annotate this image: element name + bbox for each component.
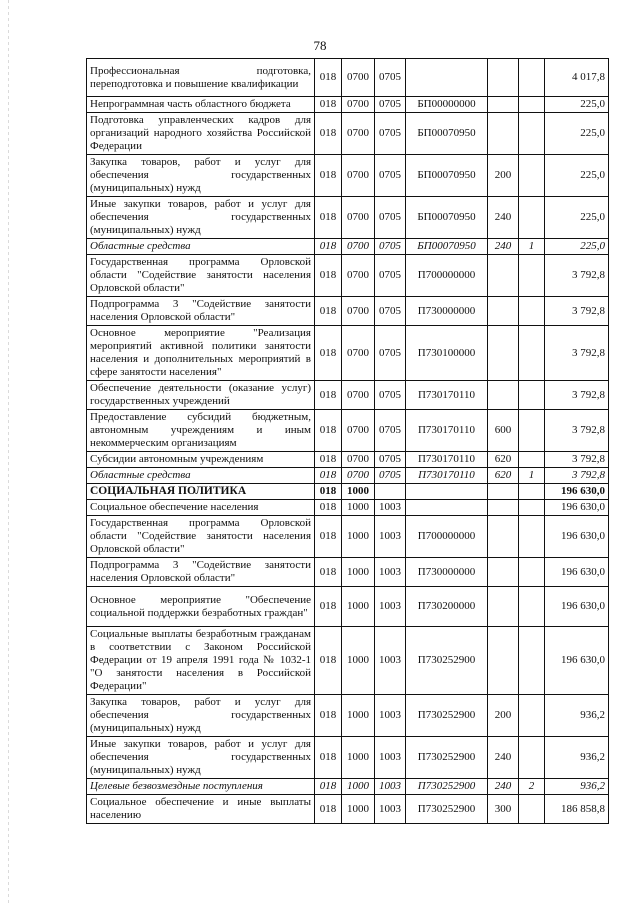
table-row: [87, 197, 609, 239]
section-code-cell: 1000: [342, 516, 375, 558]
subsection-code-cell: 0705: [375, 155, 406, 197]
section-code-cell: 1000: [342, 779, 375, 795]
department-code-cell: 018: [315, 695, 342, 737]
table-row: [87, 97, 609, 113]
budget-table-body: [87, 59, 609, 824]
target-article-code-cell: П730200000: [406, 587, 488, 627]
target-article-code-cell: БП00070950: [406, 239, 488, 255]
department-code-cell: 018: [315, 59, 342, 97]
department-code-cell: 018: [315, 468, 342, 484]
amount-cell: 225,0: [545, 113, 609, 155]
funding-source-code-cell: [519, 97, 545, 113]
row-name-cell: Подпрограмма 3 "Содействие занятости населения Орловской области": [87, 558, 315, 587]
row-name-cell: Государственная программа Орловской области "Содействие занятости населения Орловской области": [87, 516, 315, 558]
budget-table: [86, 58, 609, 824]
section-code-cell: 0700: [342, 410, 375, 452]
section-code-cell: 1000: [342, 500, 375, 516]
section-code-cell: 0700: [342, 239, 375, 255]
target-article-code-cell: П730252900: [406, 737, 488, 779]
expense-type-code-cell: [488, 587, 519, 627]
scan-edge-line: [8, 0, 9, 905]
section-code-cell: 0700: [342, 255, 375, 297]
target-article-code-cell: П700000000: [406, 516, 488, 558]
subsection-code-cell: 1003: [375, 737, 406, 779]
funding-source-code-cell: [519, 326, 545, 381]
subsection-code-cell: 1003: [375, 516, 406, 558]
amount-cell: 225,0: [545, 197, 609, 239]
subsection-code-cell: 0705: [375, 255, 406, 297]
subsection-code-cell: 1003: [375, 695, 406, 737]
subsection-code-cell: 0705: [375, 468, 406, 484]
amount-cell: 225,0: [545, 239, 609, 255]
table-row: [87, 779, 609, 795]
subsection-code-cell: 1003: [375, 779, 406, 795]
amount-cell: 186 858,8: [545, 795, 609, 824]
department-code-cell: 018: [315, 484, 342, 500]
table-row: [87, 155, 609, 197]
section-code-cell: 1000: [342, 795, 375, 824]
subsection-code-cell: 1003: [375, 500, 406, 516]
row-name-cell: Подпрограмма 3 "Содействие занятости населения Орловской области": [87, 297, 315, 326]
expense-type-code-cell: [488, 113, 519, 155]
department-code-cell: 018: [315, 737, 342, 779]
funding-source-code-cell: [519, 587, 545, 627]
target-article-code-cell: П730170110: [406, 381, 488, 410]
funding-source-code-cell: [519, 155, 545, 197]
expense-type-code-cell: [488, 500, 519, 516]
row-name-cell: Государственная программа Орловской области "Содействие занятости населения Орловской области": [87, 255, 315, 297]
subsection-code-cell: 0705: [375, 97, 406, 113]
subsection-code-cell: [375, 484, 406, 500]
funding-source-code-cell: [519, 410, 545, 452]
section-code-cell: 0700: [342, 468, 375, 484]
expense-type-code-cell: 200: [488, 155, 519, 197]
target-article-code-cell: БП00070950: [406, 197, 488, 239]
section-code-cell: 0700: [342, 326, 375, 381]
department-code-cell: 018: [315, 155, 342, 197]
page-number: 78: [313, 38, 327, 53]
amount-cell: 3 792,8: [545, 381, 609, 410]
target-article-code-cell: [406, 484, 488, 500]
target-article-code-cell: П730170110: [406, 410, 488, 452]
table-row: [87, 500, 609, 516]
expense-type-code-cell: 240: [488, 239, 519, 255]
row-name-cell: Обеспечение деятельности (оказание услуг) государственных учреждений: [87, 381, 315, 410]
amount-cell: 196 630,0: [545, 558, 609, 587]
subsection-code-cell: 0705: [375, 197, 406, 239]
department-code-cell: 018: [315, 410, 342, 452]
section-code-cell: 0700: [342, 381, 375, 410]
funding-source-code-cell: [519, 695, 545, 737]
table-row: [87, 239, 609, 255]
section-code-cell: 0700: [342, 197, 375, 239]
funding-source-code-cell: [519, 795, 545, 824]
row-name-cell: Областные средства: [87, 239, 315, 255]
target-article-code-cell: БП00070950: [406, 155, 488, 197]
department-code-cell: 018: [315, 779, 342, 795]
row-name-cell: Закупка товаров, работ и услуг для обеспечения государственных (муниципальных) нужд: [87, 695, 315, 737]
funding-source-code-cell: [519, 297, 545, 326]
funding-source-code-cell: [519, 59, 545, 97]
table-row: [87, 627, 609, 695]
expense-type-code-cell: 620: [488, 468, 519, 484]
funding-source-code-cell: [519, 516, 545, 558]
table-row: [87, 737, 609, 779]
funding-source-code-cell: 2: [519, 779, 545, 795]
amount-cell: 196 630,0: [545, 500, 609, 516]
expense-type-code-cell: 240: [488, 197, 519, 239]
expense-type-code-cell: [488, 627, 519, 695]
section-code-cell: 0700: [342, 59, 375, 97]
table-row: [87, 410, 609, 452]
target-article-code-cell: П730000000: [406, 558, 488, 587]
subsection-code-cell: 0705: [375, 59, 406, 97]
target-article-code-cell: [406, 500, 488, 516]
table-row: [87, 452, 609, 468]
expense-type-code-cell: [488, 255, 519, 297]
section-code-cell: 0700: [342, 97, 375, 113]
section-code-cell: 0700: [342, 452, 375, 468]
row-name-cell: Основное мероприятие "Реализация мероприятий активной политики занятости населения и дополнительных мероприятий в сфере занятости населения": [87, 326, 315, 381]
target-article-code-cell: П700000000: [406, 255, 488, 297]
amount-cell: 196 630,0: [545, 516, 609, 558]
section-code-cell: 1000: [342, 627, 375, 695]
target-article-code-cell: П730170110: [406, 452, 488, 468]
subsection-code-cell: 0705: [375, 326, 406, 381]
funding-source-code-cell: 1: [519, 468, 545, 484]
amount-cell: 3 792,8: [545, 410, 609, 452]
table-row: [87, 516, 609, 558]
department-code-cell: 018: [315, 255, 342, 297]
expense-type-code-cell: 200: [488, 695, 519, 737]
funding-source-code-cell: [519, 627, 545, 695]
row-name-cell: Субсидии автономным учреждениям: [87, 452, 315, 468]
amount-cell: 936,2: [545, 779, 609, 795]
row-name-cell: Целевые безвозмездные поступления: [87, 779, 315, 795]
table-row: [87, 558, 609, 587]
subsection-code-cell: 0705: [375, 452, 406, 468]
row-name-cell: Подготовка управленческих кадров для организаций народного хозяйства Российской Федерации: [87, 113, 315, 155]
subsection-code-cell: 0705: [375, 113, 406, 155]
expense-type-code-cell: [488, 297, 519, 326]
table-row: [87, 326, 609, 381]
amount-cell: 3 792,8: [545, 255, 609, 297]
department-code-cell: 018: [315, 239, 342, 255]
funding-source-code-cell: [519, 197, 545, 239]
row-name-cell: Социальные выплаты безработным гражданам в соответствии с Законом Российской Федерации от 19 апреля 1991 года № 1032-1 "О занятости населения в Российской Федерации": [87, 627, 315, 695]
expense-type-code-cell: [488, 381, 519, 410]
row-name-cell: Закупка товаров, работ и услуг для обеспечения государственных (муниципальных) нужд: [87, 155, 315, 197]
target-article-code-cell: П730252900: [406, 779, 488, 795]
target-article-code-cell: П730100000: [406, 326, 488, 381]
expense-type-code-cell: [488, 484, 519, 500]
row-name-cell: Социальное обеспечение населения: [87, 500, 315, 516]
target-article-code-cell: П730252900: [406, 627, 488, 695]
expense-type-code-cell: 240: [488, 737, 519, 779]
funding-source-code-cell: [519, 737, 545, 779]
row-name-cell: СОЦИАЛЬНАЯ ПОЛИТИКА: [87, 484, 315, 500]
department-code-cell: 018: [315, 500, 342, 516]
table-row: [87, 59, 609, 97]
funding-source-code-cell: [519, 113, 545, 155]
amount-cell: 196 630,0: [545, 484, 609, 500]
expense-type-code-cell: 620: [488, 452, 519, 468]
table-row: [87, 297, 609, 326]
funding-source-code-cell: [519, 255, 545, 297]
target-article-code-cell: БП00000000: [406, 97, 488, 113]
expense-type-code-cell: [488, 97, 519, 113]
amount-cell: 4 017,8: [545, 59, 609, 97]
subsection-code-cell: 0705: [375, 297, 406, 326]
section-code-cell: 1000: [342, 558, 375, 587]
row-name-cell: Иные закупки товаров, работ и услуг для обеспечения государственных (муниципальных) нужд: [87, 197, 315, 239]
amount-cell: 3 792,8: [545, 326, 609, 381]
expense-type-code-cell: [488, 516, 519, 558]
subsection-code-cell: 1003: [375, 627, 406, 695]
table-row: [87, 695, 609, 737]
table-row: [87, 587, 609, 627]
row-name-cell: Социальное обеспечение и иные выплаты населению: [87, 795, 315, 824]
amount-cell: 225,0: [545, 97, 609, 113]
subsection-code-cell: 0705: [375, 239, 406, 255]
department-code-cell: 018: [315, 97, 342, 113]
funding-source-code-cell: [519, 558, 545, 587]
section-code-cell: 0700: [342, 155, 375, 197]
expense-type-code-cell: [488, 558, 519, 587]
department-code-cell: 018: [315, 197, 342, 239]
department-code-cell: 018: [315, 516, 342, 558]
department-code-cell: 018: [315, 297, 342, 326]
table-row: [87, 381, 609, 410]
subsection-code-cell: 1003: [375, 587, 406, 627]
target-article-code-cell: [406, 59, 488, 97]
department-code-cell: 018: [315, 113, 342, 155]
amount-cell: 196 630,0: [545, 627, 609, 695]
funding-source-code-cell: [519, 452, 545, 468]
funding-source-code-cell: [519, 500, 545, 516]
department-code-cell: 018: [315, 587, 342, 627]
expense-type-code-cell: 240: [488, 779, 519, 795]
row-name-cell: Непрограммная часть областного бюджета: [87, 97, 315, 113]
amount-cell: 225,0: [545, 155, 609, 197]
amount-cell: 936,2: [545, 737, 609, 779]
department-code-cell: 018: [315, 381, 342, 410]
target-article-code-cell: БП00070950: [406, 113, 488, 155]
amount-cell: 3 792,8: [545, 452, 609, 468]
section-code-cell: 1000: [342, 695, 375, 737]
section-code-cell: 1000: [342, 737, 375, 779]
table-row: [87, 795, 609, 824]
target-article-code-cell: П730252900: [406, 695, 488, 737]
target-article-code-cell: П730252900: [406, 795, 488, 824]
row-name-cell: Областные средства: [87, 468, 315, 484]
expense-type-code-cell: 300: [488, 795, 519, 824]
table-row: [87, 468, 609, 484]
expense-type-code-cell: 600: [488, 410, 519, 452]
section-code-cell: 1000: [342, 484, 375, 500]
department-code-cell: 018: [315, 627, 342, 695]
amount-cell: 3 792,8: [545, 468, 609, 484]
target-article-code-cell: П730170110: [406, 468, 488, 484]
subsection-code-cell: 1003: [375, 558, 406, 587]
department-code-cell: 018: [315, 558, 342, 587]
table-row: [87, 113, 609, 155]
row-name-cell: Предоставление субсидий бюджетным, автономным учреждениям и иным некоммерческим организациям: [87, 410, 315, 452]
subsection-code-cell: 1003: [375, 795, 406, 824]
funding-source-code-cell: [519, 484, 545, 500]
subsection-code-cell: 0705: [375, 410, 406, 452]
target-article-code-cell: П730000000: [406, 297, 488, 326]
funding-source-code-cell: 1: [519, 239, 545, 255]
department-code-cell: 018: [315, 326, 342, 381]
row-name-cell: Профессиональная подготовка, переподготовка и повышение квалификации: [87, 59, 315, 97]
section-code-cell: 0700: [342, 297, 375, 326]
row-name-cell: Иные закупки товаров, работ и услуг для обеспечения государственных (муниципальных) нужд: [87, 737, 315, 779]
amount-cell: 936,2: [545, 695, 609, 737]
section-code-cell: 0700: [342, 113, 375, 155]
department-code-cell: 018: [315, 795, 342, 824]
funding-source-code-cell: [519, 381, 545, 410]
section-code-cell: 1000: [342, 587, 375, 627]
expense-type-code-cell: [488, 326, 519, 381]
department-code-cell: 018: [315, 452, 342, 468]
table-row: [87, 255, 609, 297]
amount-cell: 196 630,0: [545, 587, 609, 627]
table-row: [87, 484, 609, 500]
subsection-code-cell: 0705: [375, 381, 406, 410]
row-name-cell: Основное мероприятие "Обеспечение социальной поддержки безработных граждан": [87, 587, 315, 627]
amount-cell: 3 792,8: [545, 297, 609, 326]
expense-type-code-cell: [488, 59, 519, 97]
